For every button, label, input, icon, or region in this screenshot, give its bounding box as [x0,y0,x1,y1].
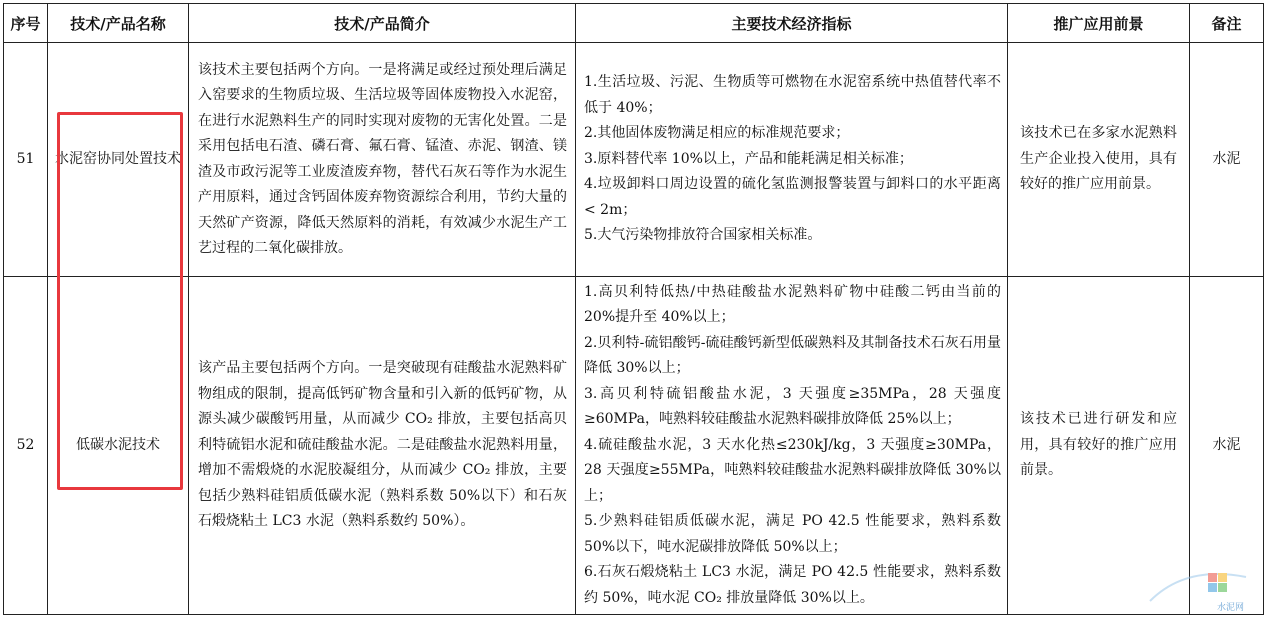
watermark-square [1218,573,1227,582]
watermark-text: 水泥网 [1216,603,1244,613]
indicator-item: 3.高贝利特硫铝酸盐水泥，3 天强度≥35MPa，28 天强度≥60MPa，吨熟料较硅酸盐水泥熟料碳排放降低 25%以上； [584,385,1001,428]
tech-indicators [576,43,1008,277]
tech-catalog-table [3,3,1264,615]
indicator-item: 6.石灰石煅烧粘土 LC3 水泥，满足 PO 42.5 性能要求，熟料系数约 50%，吨水泥 CO₂ 排放量降低 30%以上。 [584,564,1001,606]
indicator-item: 3.原料替代率 10%以上，产品和能耗满足相关标准； [584,150,913,167]
tech-intro: 该技术主要包括两个方向。一是将满足或经过预处理后满足入窑要求的生物质垃圾、生活垃圾等固体废物投入水泥窑，在进行水泥熟料生产的同时实现对废物的无害化处置。二是采用包括电石渣、磷石膏、氟石膏、锰渣、赤泥、钢渣、镁渣及市政污泥等工业废渣废弃物，替代石灰石等作为水泥生产用原料，通过含钙固体废弃物资源综合利用，节约大量的天然矿产资源，降低天然原料的消耗，有效减少水泥生产工艺过程的二氧化碳排放。 [189,43,576,277]
tech-indicators [576,277,1008,615]
tech-note: 水泥 [1190,277,1264,615]
row-number: 52 [4,277,48,615]
indicator-item: 1.生活垃圾、污泥、生物质等可燃物在水泥窑系统中热值替代率不低于 40%； [584,74,1001,116]
watermark-swoosh [1150,574,1246,601]
header-name: 技术/产品名称 [48,4,189,43]
header-note: 备注 [1190,4,1264,43]
watermark-square [1208,583,1217,592]
indicator-item: 5.少熟料硅铝质低碳水泥，满足 PO 42.5 性能要求，熟料系数 50%以下，吨水泥碳排放降低 50%以上； [584,513,1001,555]
header-intro: 技术/产品简介 [189,4,576,43]
watermark-square [1218,583,1227,592]
indicator-item: 4.硫硅酸盐水泥，3 天水化热≤230kJ/kg，3 天强度≥30MPa，28 天强度≥55MPa，吨熟料较硅酸盐水泥熟料碳排放降低 30%以上； [584,436,1001,504]
tech-prospect: 该技术已在多家水泥熟料生产企业投入使用，具有较好的推广应用前景。 [1008,43,1190,277]
header-row [4,4,1264,43]
tech-intro: 该产品主要包括两个方向。一是突破现有硅酸盐水泥熟料矿物组成的限制，提高低钙矿物含量和引入新的低钙矿物，从源头减少碳酸钙用量，从而减少 CO₂ 排放，主要包括高贝利特硫铝水泥和硫硅酸盐水泥。二是硅酸盐水泥熟料用量，增加不需煅烧的水泥胶凝组分，从而减少 CO₂ 排放，主要包括少熟料硅铝质低碳水泥（熟料系数 50%以下）和石灰石煅烧粘土 LC3 水泥（熟料系数约 50%）。 [189,277,576,615]
tech-name: 水泥窑协同处置技术 [48,43,189,277]
row-number: 51 [4,43,48,277]
table-row [4,43,1264,277]
indicator-item: 1.高贝利特低热/中热硅酸盐水泥熟料矿物中硅酸二钙由当前的 20%提升至 40%以上； [584,283,1001,326]
indicator-item: 4.垃圾卸料口周边设置的硫化氢监测报警装置与卸料口的水平距离< 2m； [584,176,1001,218]
table-row [4,277,1264,615]
tech-prospect: 该技术已进行研发和应用，具有较好的推广应用前景。 [1008,277,1190,615]
header-no: 序号 [4,4,48,43]
header-prospect: 推广应用前景 [1008,4,1190,43]
indicator-item: 2.贝利特-硫铝酸钙-硫硅酸钙新型低碳熟料及其制备技术石灰石用量降低 30%以上； [584,334,1001,377]
tech-name: 低碳水泥技术 [48,277,189,615]
watermark-square [1208,573,1217,582]
header-indicators: 主要技术经济指标 [576,4,1008,43]
tech-note: 水泥 [1190,43,1264,277]
indicator-item: 2.其他固体废物满足相应的标准规范要求； [584,125,850,142]
indicator-item: 5.大气污染物排放符合国家相关标准。 [584,227,822,244]
